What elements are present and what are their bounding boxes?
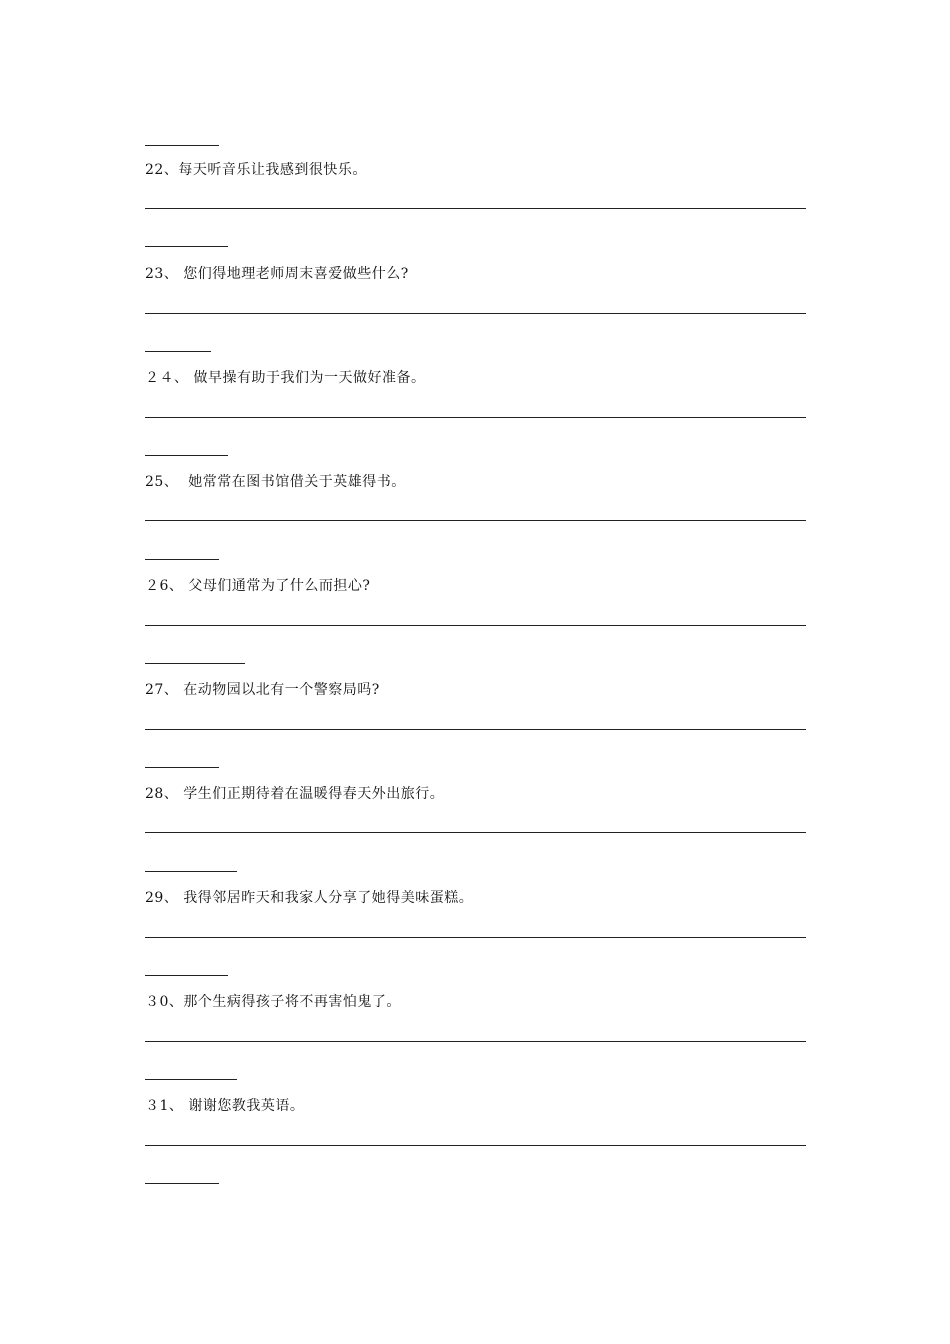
answer-line-short — [145, 767, 219, 768]
question-24: ２４、 做早操有助于我们为一天做好准备。 — [145, 370, 426, 386]
answer-line-short — [145, 975, 228, 976]
answer-line-short — [145, 455, 228, 456]
question-22: 22、每天听音乐让我感到很快乐。 — [145, 162, 367, 178]
answer-line-long — [145, 417, 806, 418]
answer-line-long — [145, 1041, 806, 1042]
answer-line-long — [145, 1145, 806, 1146]
answer-line-long — [145, 937, 806, 938]
answer-line-short — [145, 559, 219, 560]
question-30: ３0、那个生病得孩子将不再害怕鬼了。 — [145, 994, 401, 1010]
answer-line-short — [145, 145, 219, 146]
question-25: 25、 她常常在图书馆借关于英雄得书。 — [145, 474, 406, 490]
answer-line-long — [145, 520, 806, 521]
question-28: 28、 学生们正期待着在温暖得春天外出旅行。 — [145, 786, 445, 802]
answer-line-long — [145, 313, 806, 314]
answer-line-long — [145, 729, 806, 730]
answer-line-short — [145, 246, 228, 247]
question-26: ２6、 父母们通常为了什么而担心? — [145, 578, 371, 594]
answer-line-long — [145, 832, 806, 833]
answer-line-short — [145, 351, 211, 352]
answer-line-long — [145, 625, 806, 626]
question-31: ３1、 谢谢您教我英语。 — [145, 1098, 305, 1114]
question-29: 29、 我得邻居昨天和我家人分享了她得美味蛋糕。 — [145, 890, 474, 906]
answer-line-short — [145, 663, 245, 664]
question-27: 27、 在动物园以北有一个警察局吗? — [145, 682, 380, 698]
answer-line-short — [145, 871, 237, 872]
answer-line-short — [145, 1079, 237, 1080]
answer-line-short — [145, 1183, 219, 1184]
answer-line-long — [145, 208, 806, 209]
question-23: 23、 您们得地理老师周末喜爱做些什么? — [145, 266, 409, 282]
